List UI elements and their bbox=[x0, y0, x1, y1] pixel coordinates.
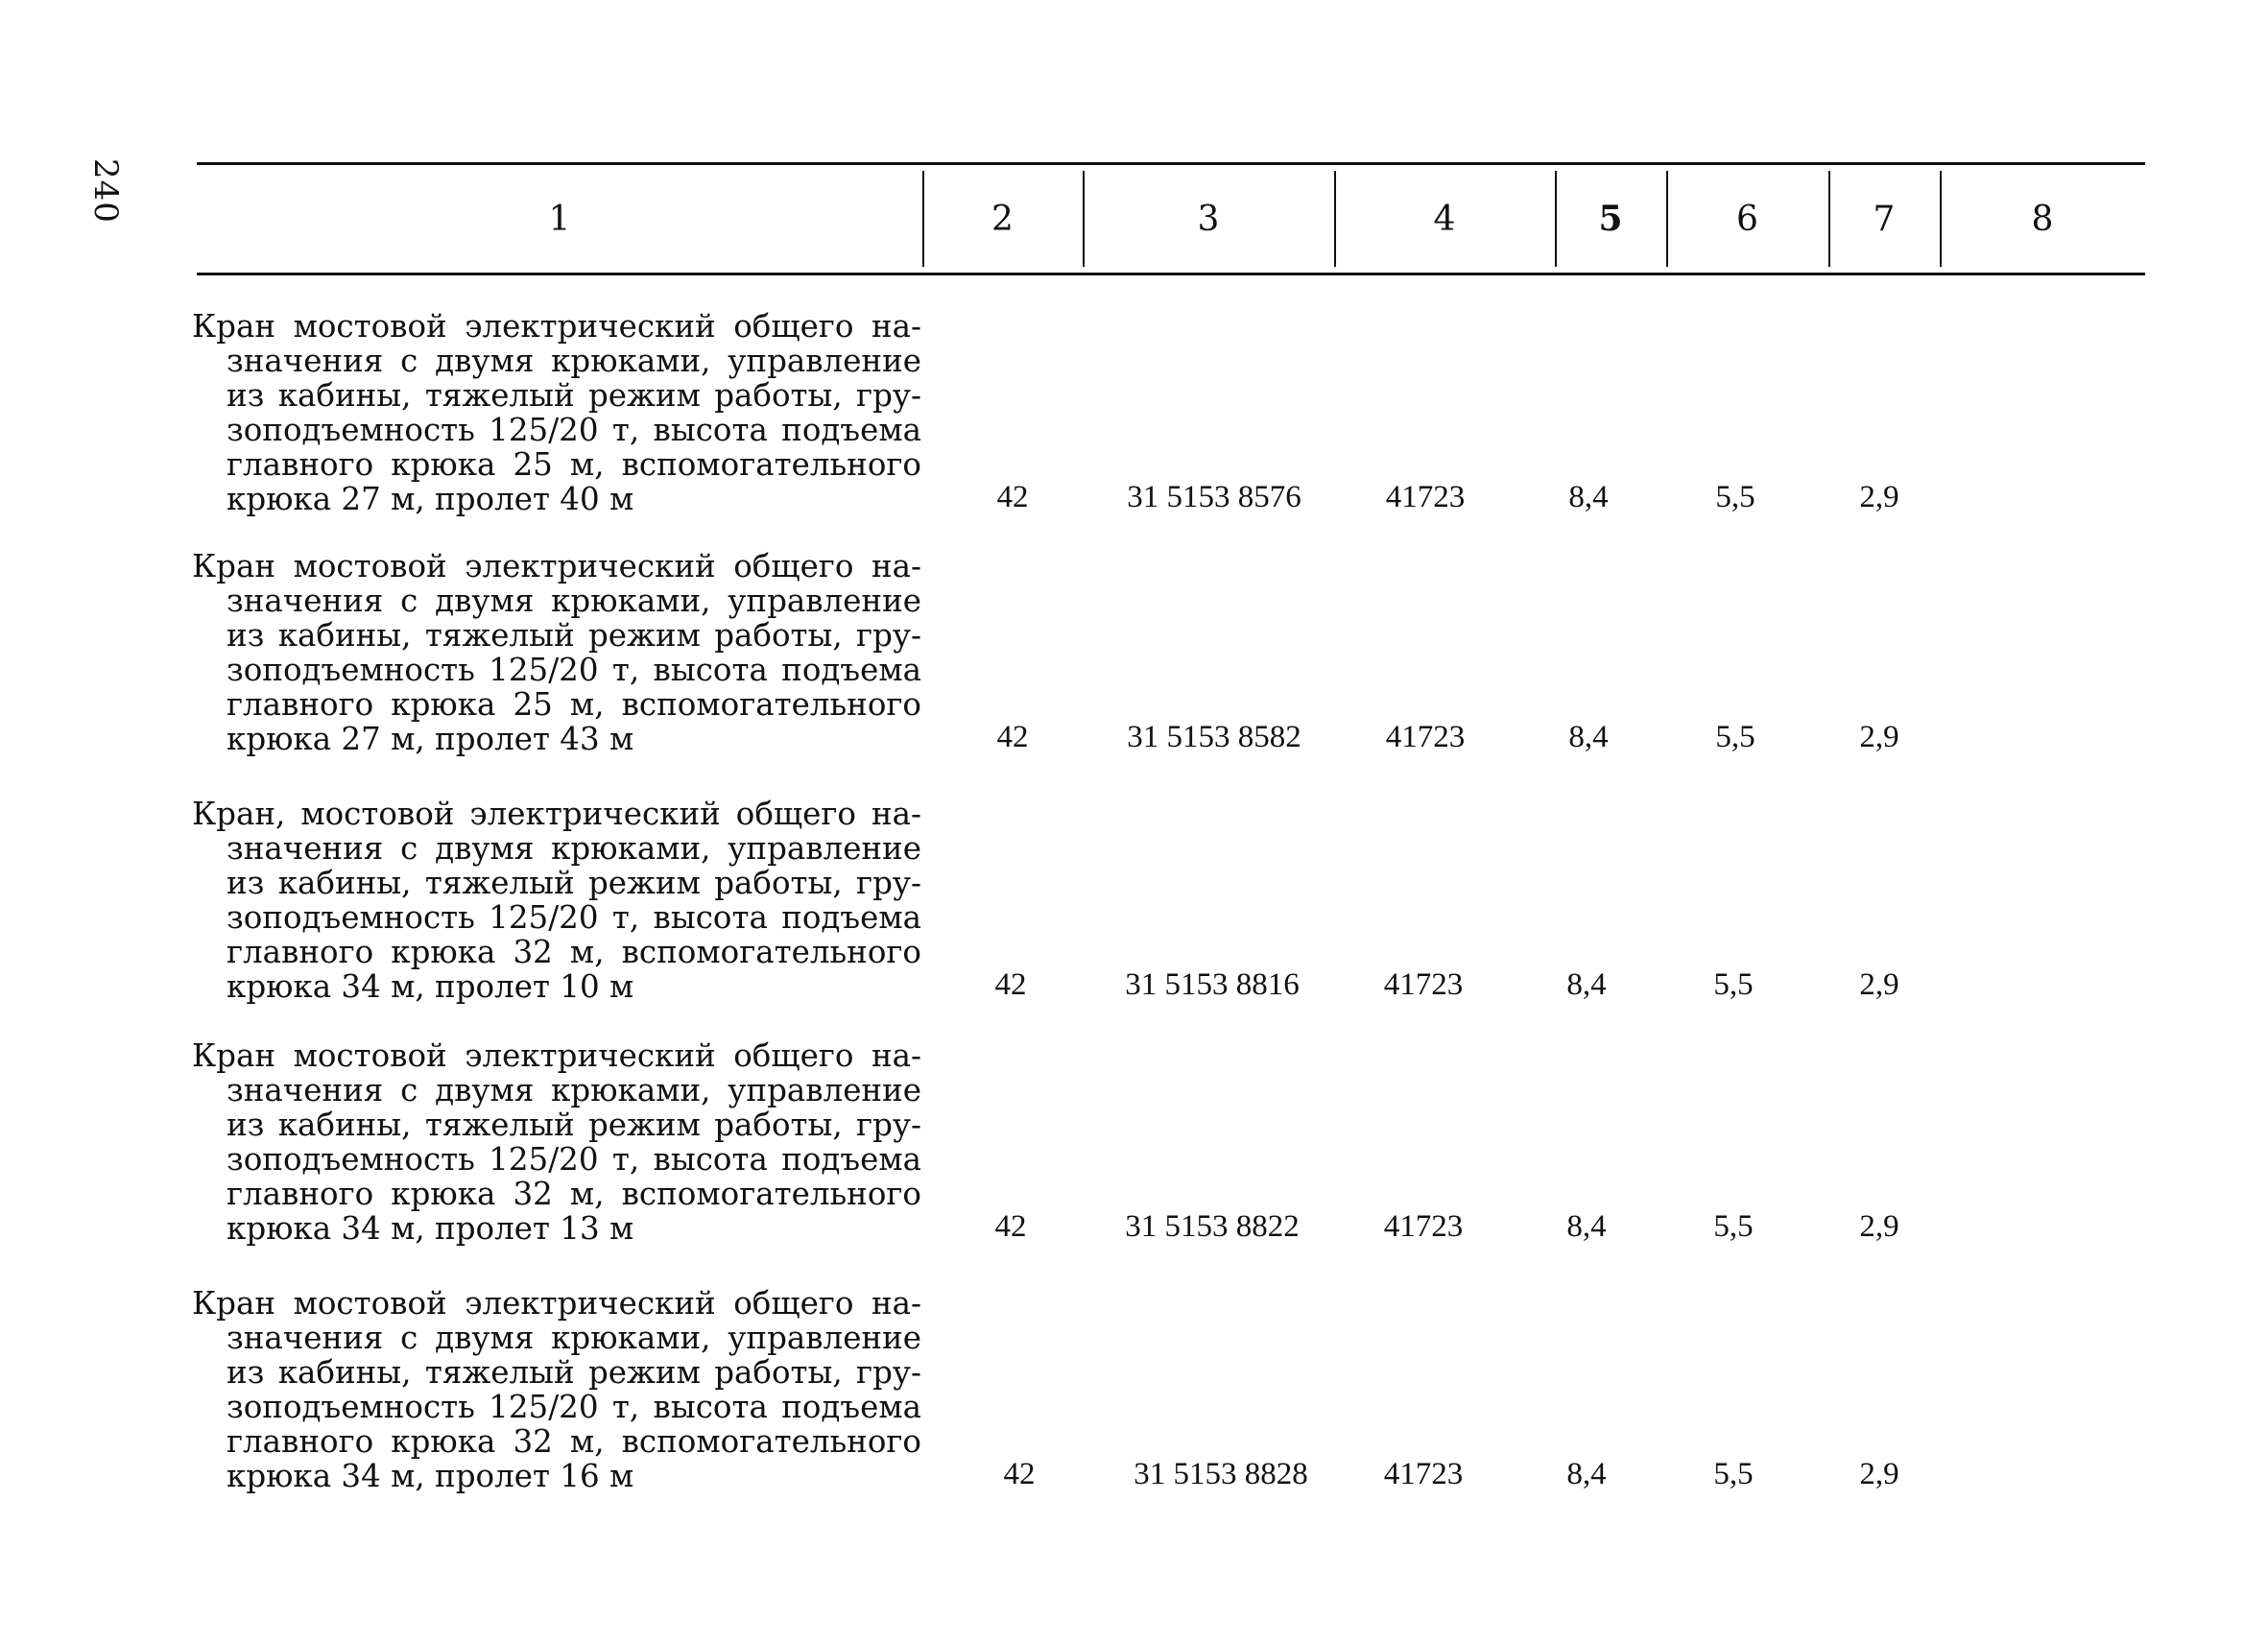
description-line: из кабины, тяжелый режим работы, гру- bbox=[227, 865, 921, 901]
description-line: из кабины, тяжелый режим работы, гру- bbox=[227, 617, 921, 654]
description-line: главного крюка 25 м, вспомогательного bbox=[227, 686, 921, 723]
row-description bbox=[192, 1038, 921, 1246]
row-description bbox=[192, 797, 921, 1004]
cell-col-6: 5,5 bbox=[1713, 967, 1754, 1002]
cell-col-3: 31 5153 8822 bbox=[1125, 1209, 1300, 1244]
header-col-4: 4 bbox=[1433, 199, 1456, 239]
cell-col-5: 8,4 bbox=[1566, 1457, 1607, 1491]
cell-col-2: 42 bbox=[1003, 1457, 1036, 1491]
cell-col-4: 41723 bbox=[1385, 720, 1466, 754]
cell-col-5: 8,4 bbox=[1566, 1209, 1607, 1244]
cell-col-3: 31 5153 8576 bbox=[1127, 480, 1301, 514]
cell-col-6: 5,5 bbox=[1715, 720, 1755, 754]
cell-col-4: 41723 bbox=[1383, 1457, 1464, 1491]
description-line: из кабины, тяжелый режим работы, гру- bbox=[227, 1354, 921, 1391]
description-line: главного крюка 32 м, вспомогательного bbox=[227, 1423, 921, 1460]
header-col-1: 1 bbox=[548, 199, 571, 239]
description-line: Кран мостовой электрический общего на- bbox=[192, 1285, 921, 1322]
cell-col-7: 2,9 bbox=[1859, 1209, 1899, 1244]
description-line: значения с двумя крюками, управление bbox=[227, 343, 921, 379]
cell-col-2: 42 bbox=[994, 967, 1027, 1002]
description-line: зоподъемность 125/20 т, высота подъема bbox=[227, 1141, 921, 1178]
table-header bbox=[197, 165, 2145, 273]
description-line: зоподъемность 125/20 т, высота подъема bbox=[227, 412, 921, 448]
cell-col-2: 42 bbox=[996, 720, 1029, 754]
page-number: 240 bbox=[86, 158, 125, 224]
cell-col-3: 31 5153 8582 bbox=[1127, 720, 1301, 754]
cell-col-7: 2,9 bbox=[1859, 720, 1899, 754]
description-line: значения с двумя крюками, управление bbox=[227, 830, 921, 867]
cell-col-5: 8,4 bbox=[1566, 967, 1607, 1002]
header-col-7: 7 bbox=[1873, 199, 1896, 239]
description-line: значения с двумя крюками, управление bbox=[227, 1320, 921, 1356]
cell-col-7: 2,9 bbox=[1859, 967, 1899, 1002]
cell-col-7: 2,9 bbox=[1859, 1457, 1899, 1491]
cell-col-4: 41723 bbox=[1383, 967, 1464, 1002]
description-line: крюка 34 м, пролет 16 м bbox=[227, 1458, 634, 1494]
description-line: главного крюка 32 м, вспомогательного bbox=[227, 934, 921, 970]
cell-col-4: 41723 bbox=[1383, 1209, 1464, 1244]
cell-col-7: 2,9 bbox=[1859, 480, 1899, 514]
description-line: крюка 27 м, пролет 43 м bbox=[227, 721, 634, 757]
header-col-2: 2 bbox=[991, 199, 1014, 239]
cell-col-6: 5,5 bbox=[1713, 1457, 1754, 1491]
description-line: Кран мостовой электрический общего на- bbox=[192, 1037, 921, 1074]
description-line: главного крюка 25 м, вспомогательного bbox=[227, 446, 921, 483]
description-line: значения с двумя крюками, управление bbox=[227, 583, 921, 619]
cell-col-5: 8,4 bbox=[1568, 720, 1609, 754]
description-line: Кран мостовой электрический общего на- bbox=[192, 548, 921, 584]
cell-col-2: 42 bbox=[994, 1209, 1027, 1244]
description-line: зоподъемность 125/20 т, высота подъема bbox=[227, 652, 921, 688]
description-line: крюка 34 м, пролет 10 м bbox=[227, 968, 634, 1005]
description-line: Кран, мостовой электрический общего на- bbox=[192, 796, 921, 832]
header-col-5: 5 bbox=[1598, 199, 1623, 239]
row-description bbox=[192, 309, 921, 516]
description-line: главного крюка 32 м, вспомогательного bbox=[227, 1176, 921, 1212]
cell-col-6: 5,5 bbox=[1713, 1209, 1754, 1244]
description-line: крюка 27 м, пролет 40 м bbox=[227, 481, 634, 517]
description-line: значения с двумя крюками, управление bbox=[227, 1072, 921, 1108]
description-line: крюка 34 м, пролет 13 м bbox=[227, 1210, 634, 1247]
description-line: из кабины, тяжелый режим работы, гру- bbox=[227, 1107, 921, 1143]
cell-col-5: 8,4 bbox=[1568, 480, 1609, 514]
cell-col-2: 42 bbox=[996, 480, 1029, 514]
description-line: зоподъемность 125/20 т, высота подъема bbox=[227, 899, 921, 936]
row-description bbox=[192, 1286, 921, 1493]
description-line: Кран мостовой электрический общего на- bbox=[192, 308, 921, 345]
cell-col-3: 31 5153 8828 bbox=[1134, 1457, 1308, 1491]
row-description bbox=[192, 549, 921, 756]
table-header-bottom-rule bbox=[197, 273, 2145, 275]
cell-col-6: 5,5 bbox=[1715, 480, 1755, 514]
header-col-6: 6 bbox=[1736, 199, 1758, 239]
description-line: зоподъемность 125/20 т, высота подъема bbox=[227, 1389, 921, 1425]
cell-col-3: 31 5153 8816 bbox=[1125, 967, 1300, 1002]
description-line: из кабины, тяжелый режим работы, гру- bbox=[227, 377, 921, 414]
header-col-3: 3 bbox=[1197, 199, 1220, 239]
cell-col-4: 41723 bbox=[1385, 480, 1466, 514]
header-col-8: 8 bbox=[2031, 199, 2054, 239]
